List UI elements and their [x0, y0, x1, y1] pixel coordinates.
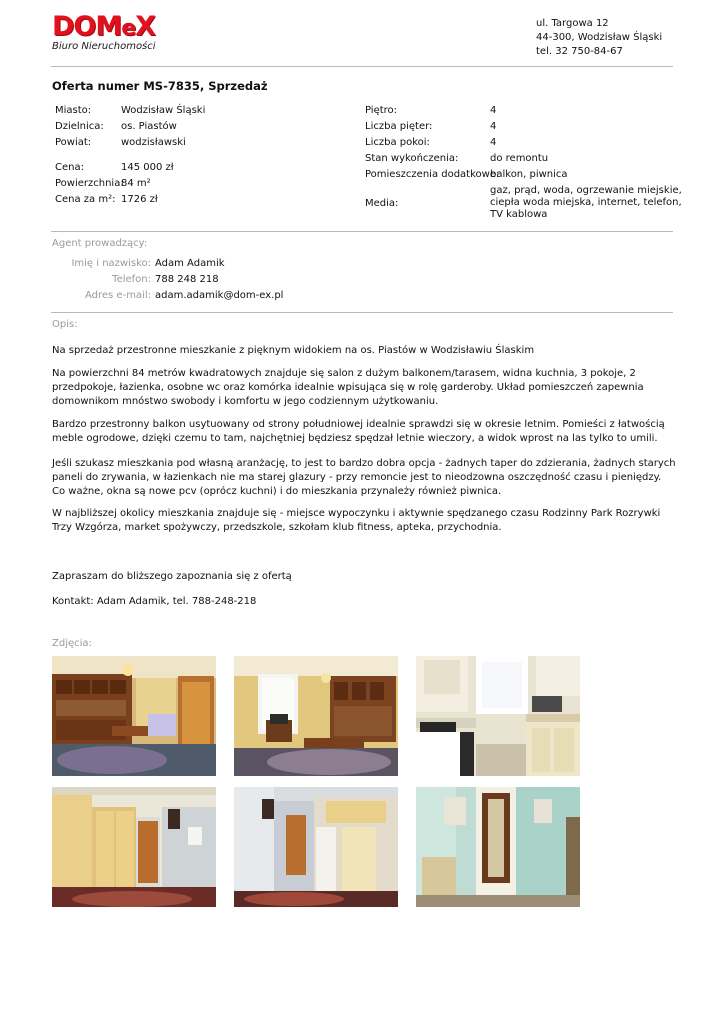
- agent-phone-label: Telefon:: [112, 274, 151, 285]
- detail-value-floors-total: 4: [490, 121, 497, 132]
- detail-value-price-per-m2: 1726 zł: [121, 194, 158, 205]
- logo-text-e: e: [121, 16, 136, 41]
- utilities-line-3: TV kablowa: [490, 209, 548, 220]
- detail-value-utilities: [490, 185, 682, 221]
- details-divider: [51, 231, 673, 232]
- detail-value-floor: 4: [490, 105, 497, 116]
- description-paragraph-1: Na sprzedaż przestronne mieszkanie z pięknym widokiem na os. Piastów w Wodzisławiu Ślaskim: [52, 345, 535, 356]
- agent-email-label: Adres e-mail:: [84, 290, 151, 301]
- detail-label-condition: Stan wykończenia:: [365, 153, 459, 164]
- company-logo: [52, 12, 155, 44]
- detail-value-county: wodzisławski: [121, 137, 186, 148]
- hallway-wardrobe-photo[interactable]: [52, 787, 216, 907]
- detail-label-county: Powiat:: [55, 137, 92, 148]
- company-address: [536, 17, 662, 59]
- photos-section-label: Zdjęcia:: [52, 638, 92, 649]
- kitchen-photo[interactable]: [416, 656, 580, 776]
- bathroom-entry-photo[interactable]: [416, 787, 580, 907]
- description-invitation: Zapraszam do bliższego zapoznania się z ofertą: [52, 571, 292, 582]
- detail-label-city: Miasto:: [55, 105, 92, 116]
- header-divider: [51, 66, 673, 67]
- description-paragraph-5: W najbliższej okolicy mieszkania znajduje się - miejsce wypoczynku i aktywnie spędzanego czasu Rodzinny Park Rozrywki Trzy Wzgórza, market spożywczy, przedszkole, szkołam klub fitness, apteka, przychodnia.: [52, 508, 661, 533]
- detail-value-price: 145 000 zł: [121, 162, 174, 173]
- agent-name-label: Imię i nazwisko:: [71, 258, 151, 269]
- living-room-photo[interactable]: [52, 656, 216, 776]
- description-paragraph-3: Bardzo przestronny balkon usytuowany od strony południowej idealnie sprawdzi się w okresie letnim. Pomieści z łatwością meble ogrodowe, dzięki czemu to tam, najchętniej będziesz spędzał letnie wieczory, a widok wprost na las tylko to umili.: [52, 419, 665, 444]
- description-contact: Kontakt: Adam Adamik, tel. 788-248-218: [52, 596, 257, 607]
- agent-phone[interactable]: 788 248 218: [155, 274, 219, 285]
- description-paragraph-2: Na powierzchni 84 metrów kwadratowych znajduje się salon z dużym balkonem/tarasem, widna kuchnia, 3 pokoje, 2 przedpokoje, łazienka, osobne wc oraz komórka idealnie wpisująca się w rolę garderoby. Układ pomieszczeń zapewnia domownikom mnóstwo swobody i komfortu w jego codziennym użytkowaniu.: [52, 368, 644, 407]
- detail-value-district: os. Piastów: [121, 121, 177, 132]
- logo-subtitle: Biuro Nieruchomości: [52, 41, 156, 52]
- detail-value-area: 84 m²: [121, 178, 151, 189]
- detail-value-city: Wodzisław Śląski: [121, 105, 206, 116]
- description-section-label: Opis:: [52, 319, 78, 330]
- address-city: 44-300, Wodzisław Śląski: [536, 32, 663, 43]
- detail-value-condition: do remontu: [490, 153, 549, 164]
- address-phone: tel. 32 750-84-67: [536, 46, 623, 57]
- detail-label-area: Powierzchnia:: [55, 178, 124, 189]
- detail-label-rooms: Liczba pokoi:: [365, 137, 430, 148]
- detail-label-price: Cena:: [55, 162, 84, 173]
- detail-label-district: Dzielnica:: [55, 121, 104, 132]
- detail-label-utilities: Media:: [365, 198, 399, 209]
- detail-label-price-per-m2: Cena za m²:: [55, 194, 116, 205]
- detail-label-floor: Piętro:: [365, 105, 398, 116]
- detail-value-extra-rooms: balkon, piwnica: [490, 169, 568, 180]
- agent-email[interactable]: adam.adamik@dom-ex.pl: [155, 290, 284, 301]
- agent-name: Adam Adamik: [155, 258, 225, 269]
- detail-value-rooms: 4: [490, 137, 497, 148]
- offer-title: Oferta numer MS-7835, Sprzedaż: [52, 79, 268, 93]
- address-street: ul. Targowa 12: [536, 18, 609, 29]
- detail-label-extra-rooms: Pomieszczenia dodatkowe:: [365, 169, 500, 180]
- hallway-doors-photo[interactable]: [234, 787, 398, 907]
- description-paragraph-4: Jeśli szukasz mieszkania pod własną aranżację, to jest to bardzo dobra opcja - żadnych taper do zdzierania, żadnych starych paneli do zrywania, w łazienkach nie ma starej glazury - przy remoncie jest to nieodzowna oszczędność czasu i pieniędzy. Co ważne, okna są nowe pcv (oprócz kuchni) i do mieszkania przynależy również piwnica.: [52, 458, 676, 497]
- utilities-line-1: gaz, prąd, woda, ogrzewanie miejskie,: [490, 185, 682, 196]
- living-room-wide-photo[interactable]: [234, 656, 398, 776]
- utilities-line-2: ciepła woda miejska, internet, telefon,: [490, 197, 682, 208]
- agent-divider: [51, 312, 673, 313]
- agent-section-label: Agent prowadzący:: [52, 238, 148, 249]
- logo-text-x: X: [135, 11, 155, 42]
- logo-text-dom: DOM: [52, 11, 122, 42]
- detail-label-floors-total: Liczba pięter:: [365, 121, 433, 132]
